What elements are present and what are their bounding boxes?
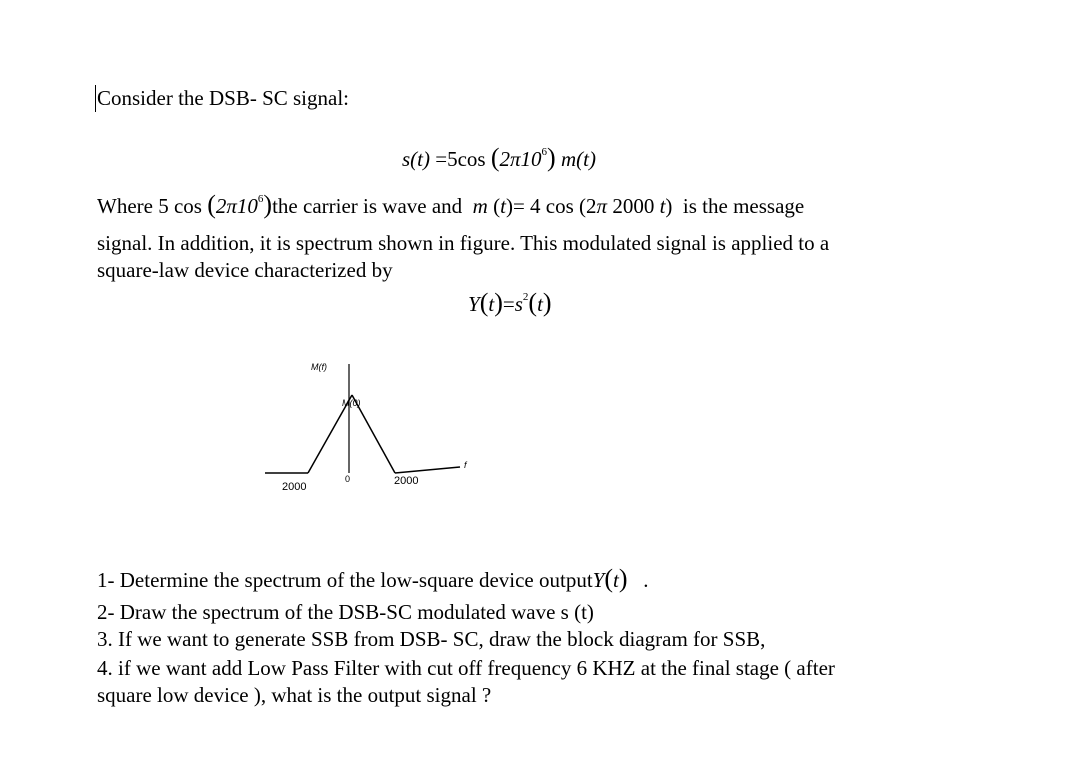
fig-ylabel: M(f): [311, 362, 327, 372]
paren-close: ): [547, 143, 556, 172]
eq-s-amp: 5: [447, 147, 458, 171]
question-1: [97, 564, 649, 594]
eq-s-arg: 2π10: [499, 147, 542, 171]
where-exp: 6: [257, 193, 264, 205]
eq-s-cos: cos: [457, 147, 486, 171]
where-line: Where 5 $\cos (2\pi 10^6)the$ carrier is wave and m (t)= 4 cos (2π 2000 t) is the message: [97, 190, 805, 219]
question-1-end: .: [643, 568, 649, 592]
eq-y-paren-open-2: (: [528, 288, 538, 317]
intro-text: Consider the DSB- SC signal:: [97, 86, 350, 110]
question-1-text: 1- Determine the spectrum of the low-square device output: [97, 568, 593, 592]
eq-y-s: s: [514, 292, 523, 316]
question-3: 3. If we want to generate SSB from DSB- SC, draw the block diagram for SSB,: [97, 627, 766, 651]
where-t2: t: [659, 194, 666, 218]
where-pi: π: [596, 194, 608, 218]
paren-open: (: [490, 143, 500, 172]
where-cos: cos: [173, 194, 202, 218]
eq-y-t2: t: [537, 292, 543, 316]
fig-left-tick: 2000: [282, 481, 307, 493]
question-4-line-2: square low device ), what is the output signal ?: [97, 683, 492, 707]
fig-center-tick: 0: [345, 474, 351, 484]
where-paren-close: ): [263, 190, 273, 219]
where-m: m: [472, 194, 488, 218]
where-m-rhs: = 4 cos (2: [512, 194, 597, 218]
fig-right-tick: 2000: [394, 475, 419, 487]
baseline-right: [395, 467, 460, 473]
question-2: 2- Draw the spectrum of the DSB-SC modulated wave s (t): [97, 600, 594, 624]
eq-s-exp: 6: [541, 146, 548, 158]
where-arg: 2π10: [215, 194, 258, 218]
eq-y-paren-close-2: ): [542, 288, 552, 317]
where-amp: 5: [158, 194, 169, 218]
q1-paren-open: (: [604, 564, 614, 593]
fig-peak-label: M(0): [342, 398, 361, 408]
where-close: ): [665, 194, 673, 218]
eq-y-equals: =: [502, 292, 515, 316]
paragraph-line-2: signal. In addition, it is spectrum shown in figure. This modulated signal is applied to a: [97, 231, 830, 255]
where-w2: the carrier is wave and: [272, 194, 463, 218]
where-w3: is the message: [682, 194, 805, 218]
question-1-symbol: Y: [592, 568, 605, 592]
eq-y-paren-close: ): [494, 288, 503, 317]
q1-paren-close: ): [618, 564, 628, 593]
where-t: t: [500, 194, 506, 218]
where-paren-open: (: [207, 190, 216, 219]
eq-s-msg: m(t): [560, 147, 596, 171]
fig-xlabel: f: [464, 460, 467, 470]
paragraph-line-3: square-law device characterized by: [97, 258, 393, 282]
eq-y-lhs: Y: [468, 292, 480, 316]
eq-y-t: t: [488, 292, 495, 316]
where-w1: Where: [97, 194, 153, 218]
eq-y-exp: 2: [522, 291, 529, 303]
where-m-rest: 2000: [612, 194, 655, 218]
question-4-line-1: 4. if we want add Low Pass Filter with cut off frequency 6 KHZ at the final stage ( after: [97, 656, 835, 680]
eq-s-equals: =: [435, 147, 448, 171]
question-1-t: t: [613, 568, 619, 592]
eq-y-paren-open: (: [479, 288, 489, 317]
eq-s-lhs: s(t): [402, 147, 430, 171]
